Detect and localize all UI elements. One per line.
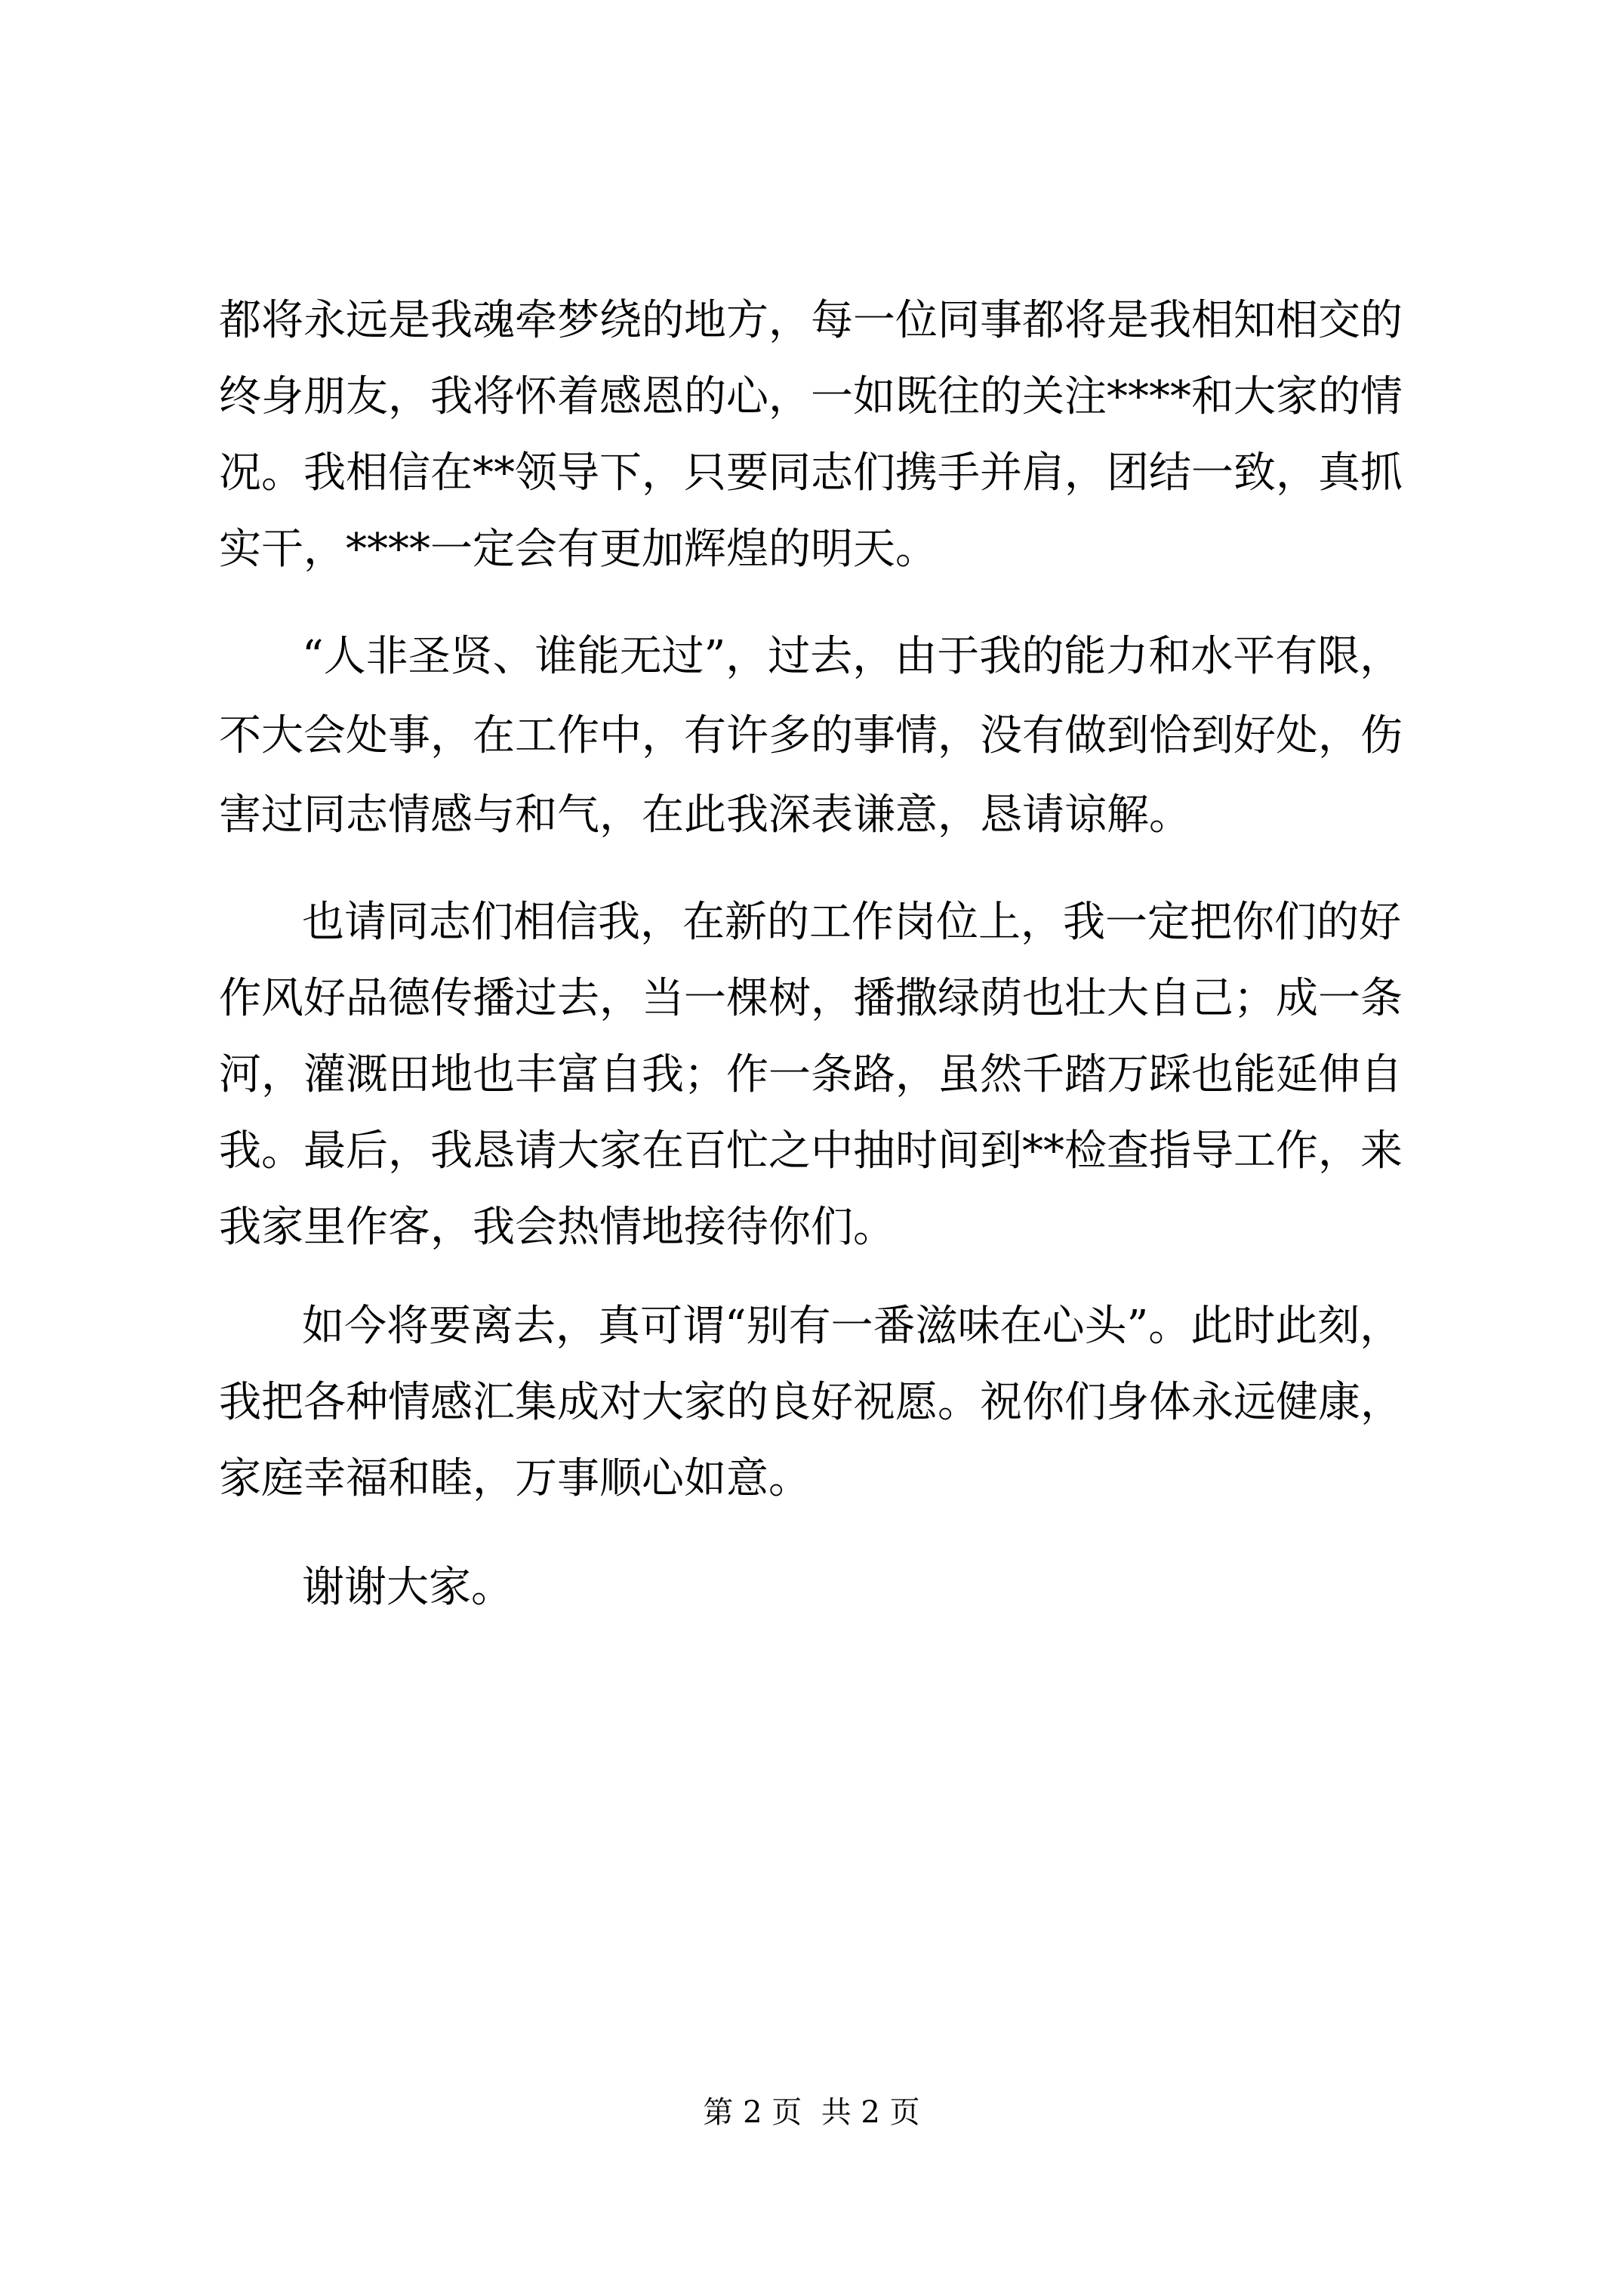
text-line-9: 作风好品德传播过去，当一棵树，播撒绿荫也壮大自己；成一条 <box>219 974 1403 1023</box>
text-line-16: 谢谢大家。 <box>302 1563 513 1612</box>
text-line-2: 终身朋友，我将怀着感恩的心，一如既往的关注****和大家的情 <box>219 372 1403 421</box>
text-line-8: 也请同志们相信我，在新的工作岗位上，我一定把你们的好 <box>302 898 1401 947</box>
text-line-4: 实干，****一定会有更加辉煌的明天。 <box>219 525 938 574</box>
text-line-13: 如今将要离去，真可谓“别有一番滋味在心头”。此时此刻， <box>302 1302 1403 1351</box>
text-line-11: 我。最后，我恳请大家在百忙之中抽时间到**检查指导工作，来 <box>219 1126 1403 1176</box>
text-line-15: 家庭幸福和睦，万事顺心如意。 <box>219 1454 811 1503</box>
text-line-14: 我把各种情感汇集成对大家的良好祝愿。祝你们身体永远健康， <box>219 1378 1403 1427</box>
text-line-3: 况。我相信在**领导下，只要同志们携手并肩，团结一致，真抓 <box>219 448 1403 498</box>
page-footer: 第 2 页 共 2 页 <box>703 2095 920 2130</box>
text-line-6: 不大会处事，在工作中，有许多的事情，没有做到恰到好处，伤 <box>219 711 1403 760</box>
text-line-1: 都将永远是我魂牵梦绕的地方，每一位同事都将是我相知相交的 <box>219 296 1403 345</box>
text-line-12: 我家里作客，我会热情地接待你们。 <box>219 1203 895 1252</box>
text-line-10: 河，灌溉田地也丰富自我；作一条路，虽然千踏万踩也能延伸自 <box>219 1050 1403 1099</box>
text-line-7: 害过同志情感与和气，在此我深表谦意，恳请谅解。 <box>219 791 1191 840</box>
text-line-5: “人非圣贤、谁能无过”，过去，由于我的能力和水平有限， <box>302 632 1403 681</box>
